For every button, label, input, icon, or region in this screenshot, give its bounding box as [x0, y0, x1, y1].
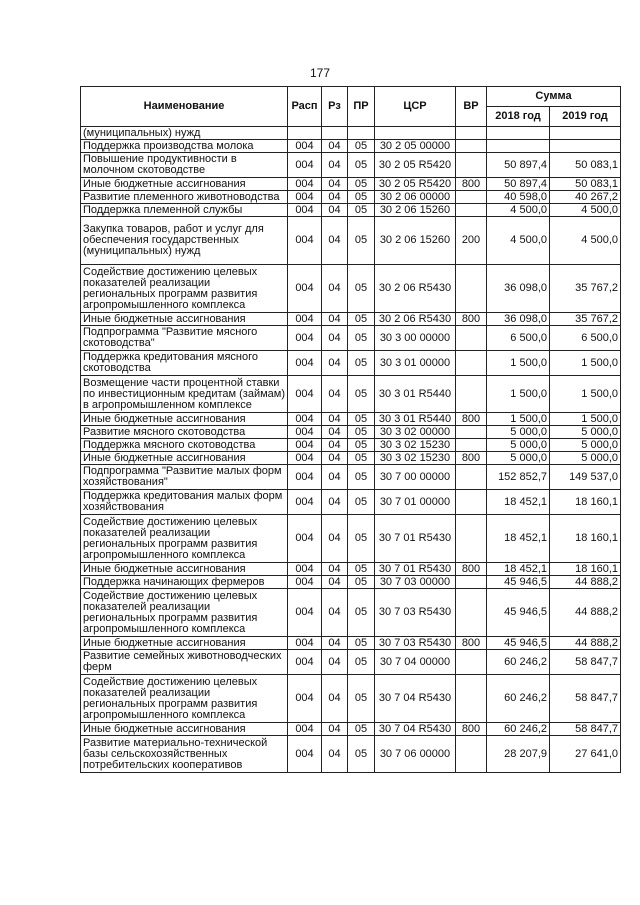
cell-rz: 04 — [322, 589, 348, 637]
table-row — [81, 675, 621, 723]
cell-name: Иные бюджетные ассигнования — [81, 637, 288, 650]
cell-sum-2019: 44 888,2 — [550, 589, 621, 637]
cell-sum-2019: 35 767,2 — [550, 265, 621, 313]
cell-sum-2018: 50 897,4 — [487, 153, 550, 178]
table-row — [81, 204, 621, 217]
cell-rz: 04 — [322, 736, 348, 773]
cell-sum-2019: 4 500,0 — [550, 217, 621, 265]
cell-name: Содействие достижению целевых показателей реализации региональных программ развития агропромышленного комплекса — [81, 515, 288, 563]
cell-rz: 04 — [322, 217, 348, 265]
cell-sum-2018: 5 000,0 — [487, 426, 550, 439]
header-csr: ЦСР — [375, 87, 456, 127]
cell-vr — [456, 204, 487, 217]
cell-rz: 04 — [322, 153, 348, 178]
cell-rasp: 004 — [288, 675, 322, 723]
cell-name: Иные бюджетные ассигнования — [81, 313, 288, 326]
cell-vr: 800 — [456, 413, 487, 426]
cell-sum-2019: 1 500,0 — [550, 413, 621, 426]
cell-vr — [456, 589, 487, 637]
cell-sum-2019: 35 767,2 — [550, 313, 621, 326]
cell-csr: 30 3 02 15230 — [375, 439, 456, 452]
cell-csr: 30 7 01 R5430 — [375, 515, 456, 563]
table-row — [81, 191, 621, 204]
cell-csr: 30 2 05 00000 — [375, 140, 456, 153]
cell-vr: 800 — [456, 563, 487, 576]
cell-vr — [456, 326, 487, 351]
cell-sum-2018: 18 452,1 — [487, 490, 550, 515]
cell-sum-2019: 44 888,2 — [550, 637, 621, 650]
cell-pr: 05 — [348, 723, 375, 736]
cell-rasp: 004 — [288, 439, 322, 452]
table-row — [81, 413, 621, 426]
cell-rz: 04 — [322, 140, 348, 153]
cell-pr: 05 — [348, 563, 375, 576]
cell-rz: 04 — [322, 376, 348, 413]
cell-rasp: 004 — [288, 204, 322, 217]
cell-pr: 05 — [348, 426, 375, 439]
table-row — [81, 153, 621, 178]
cell-rz: 04 — [322, 563, 348, 576]
cell-vr: 200 — [456, 217, 487, 265]
cell-csr: 30 7 04 00000 — [375, 650, 456, 675]
cell-rasp: 004 — [288, 736, 322, 773]
cell-pr: 05 — [348, 313, 375, 326]
cell-name: Содействие достижению целевых показателей реализации региональных программ развития агропромышленного комплекса — [81, 265, 288, 313]
cell-sum-2019: 58 847,7 — [550, 723, 621, 736]
table-row — [81, 736, 621, 773]
cell-sum-2018: 1 500,0 — [487, 413, 550, 426]
cell-vr — [456, 351, 487, 376]
table-header — [81, 87, 621, 127]
cell-sum-2019: 18 160,1 — [550, 563, 621, 576]
cell-rasp — [288, 127, 322, 140]
cell-rz: 04 — [322, 452, 348, 465]
cell-sum-2018: 45 946,5 — [487, 576, 550, 589]
cell-pr: 05 — [348, 589, 375, 637]
cell-name: Иные бюджетные ассигнования — [81, 413, 288, 426]
cell-pr: 05 — [348, 465, 375, 490]
cell-csr: 30 2 06 00000 — [375, 191, 456, 204]
cell-sum-2018: 1 500,0 — [487, 351, 550, 376]
cell-csr: 30 2 05 R5420 — [375, 178, 456, 191]
cell-rasp: 004 — [288, 490, 322, 515]
cell-rasp: 004 — [288, 191, 322, 204]
cell-name: Развитие семейных животноводческих ферм — [81, 650, 288, 675]
cell-name: Поддержка производства молока — [81, 140, 288, 153]
cell-vr — [456, 675, 487, 723]
cell-name: Иные бюджетные ассигнования — [81, 178, 288, 191]
cell-rz — [322, 127, 348, 140]
cell-sum-2018 — [487, 127, 550, 140]
cell-sum-2019: 44 888,2 — [550, 576, 621, 589]
cell-vr — [456, 265, 487, 313]
cell-rasp: 004 — [288, 576, 322, 589]
header-vr: ВР — [456, 87, 487, 127]
cell-name: Развитие мясного скотоводства — [81, 426, 288, 439]
cell-rz: 04 — [322, 515, 348, 563]
cell-rasp: 004 — [288, 217, 322, 265]
cell-rz: 04 — [322, 313, 348, 326]
table-row — [81, 576, 621, 589]
cell-sum-2018: 50 897,4 — [487, 178, 550, 191]
table-row — [81, 490, 621, 515]
cell-name: Содействие достижению целевых показателей реализации региональных программ развития агропромышленного комплекса — [81, 589, 288, 637]
table-row — [81, 217, 621, 265]
cell-pr: 05 — [348, 490, 375, 515]
cell-name: Возмещение части процентной ставки по инвестиционным кредитам (займам) в агропромышленном комплексе — [81, 376, 288, 413]
cell-sum-2019: 18 160,1 — [550, 490, 621, 515]
cell-sum-2018: 5 000,0 — [487, 452, 550, 465]
cell-csr: 30 3 02 00000 — [375, 426, 456, 439]
cell-csr: 30 3 02 15230 — [375, 452, 456, 465]
cell-sum-2018: 18 452,1 — [487, 563, 550, 576]
cell-sum-2018: 28 207,9 — [487, 736, 550, 773]
table-row — [81, 439, 621, 452]
cell-rz: 04 — [322, 675, 348, 723]
cell-name: Поддержка мясного скотоводства — [81, 439, 288, 452]
cell-csr: 30 7 03 00000 — [375, 576, 456, 589]
cell-pr: 05 — [348, 326, 375, 351]
cell-vr: 800 — [456, 178, 487, 191]
cell-rasp: 004 — [288, 563, 322, 576]
header-rz: Рз — [322, 87, 348, 127]
cell-name: Поддержка кредитования малых форм хозяйствования — [81, 490, 288, 515]
cell-sum-2019: 27 641,0 — [550, 736, 621, 773]
cell-pr: 05 — [348, 637, 375, 650]
cell-rasp: 004 — [288, 515, 322, 563]
cell-rz: 04 — [322, 576, 348, 589]
cell-rz: 04 — [322, 178, 348, 191]
table-row — [81, 265, 621, 313]
table-row — [81, 563, 621, 576]
page-number: 177 — [309, 66, 331, 80]
cell-name: Поддержка кредитования мясного скотоводства — [81, 351, 288, 376]
cell-sum-2019: 50 083,1 — [550, 178, 621, 191]
cell-csr: 30 2 06 R5430 — [375, 265, 456, 313]
table-row — [81, 376, 621, 413]
cell-rasp: 004 — [288, 637, 322, 650]
cell-pr: 05 — [348, 675, 375, 723]
cell-vr — [456, 376, 487, 413]
header-year-2019: 2019 год — [550, 107, 621, 127]
cell-sum-2019: 1 500,0 — [550, 351, 621, 376]
cell-sum-2019: 4 500,0 — [550, 204, 621, 217]
cell-rz: 04 — [322, 465, 348, 490]
cell-csr: 30 2 06 15260 — [375, 217, 456, 265]
cell-pr: 05 — [348, 140, 375, 153]
cell-pr: 05 — [348, 204, 375, 217]
cell-sum-2018: 6 500,0 — [487, 326, 550, 351]
cell-vr — [456, 736, 487, 773]
cell-rz: 04 — [322, 204, 348, 217]
header-rasp: Расп — [288, 87, 322, 127]
cell-pr: 05 — [348, 576, 375, 589]
cell-csr: 30 7 04 R5430 — [375, 723, 456, 736]
cell-vr: 800 — [456, 452, 487, 465]
cell-name: Поддержка начинающих фермеров — [81, 576, 288, 589]
cell-name: Повышение продуктивности в молочном скотоводстве — [81, 153, 288, 178]
cell-vr — [456, 515, 487, 563]
cell-sum-2018: 152 852,7 — [487, 465, 550, 490]
cell-vr: 800 — [456, 313, 487, 326]
cell-csr: 30 3 01 00000 — [375, 351, 456, 376]
cell-rz: 04 — [322, 265, 348, 313]
cell-sum-2018: 5 000,0 — [487, 439, 550, 452]
cell-rz: 04 — [322, 326, 348, 351]
cell-rz: 04 — [322, 351, 348, 376]
cell-rasp: 004 — [288, 650, 322, 675]
cell-pr: 05 — [348, 351, 375, 376]
table-body — [81, 127, 621, 773]
cell-vr — [456, 490, 487, 515]
header-sum: Сумма — [487, 87, 621, 107]
budget-table — [80, 86, 621, 773]
cell-sum-2018: 1 500,0 — [487, 376, 550, 413]
cell-name: Содействие достижению целевых показателей реализации региональных программ развития агропромышленного комплекса — [81, 675, 288, 723]
cell-rasp: 004 — [288, 351, 322, 376]
table-row — [81, 326, 621, 351]
cell-pr — [348, 127, 375, 140]
cell-name: Иные бюджетные ассигнования — [81, 452, 288, 465]
cell-vr — [456, 153, 487, 178]
cell-rasp: 004 — [288, 153, 322, 178]
cell-sum-2019 — [550, 140, 621, 153]
cell-sum-2018 — [487, 140, 550, 153]
cell-sum-2019: 50 083,1 — [550, 153, 621, 178]
cell-rasp: 004 — [288, 265, 322, 313]
cell-sum-2019: 58 847,7 — [550, 675, 621, 723]
cell-csr: 30 2 06 15260 — [375, 204, 456, 217]
cell-name: Иные бюджетные ассигнования — [81, 563, 288, 576]
cell-pr: 05 — [348, 413, 375, 426]
cell-rasp: 004 — [288, 589, 322, 637]
cell-sum-2018: 40 598,0 — [487, 191, 550, 204]
cell-csr: 30 7 01 00000 — [375, 490, 456, 515]
cell-csr: 30 7 06 00000 — [375, 736, 456, 773]
cell-pr: 05 — [348, 439, 375, 452]
cell-pr: 05 — [348, 736, 375, 773]
cell-sum-2018: 60 246,2 — [487, 650, 550, 675]
cell-sum-2019 — [550, 127, 621, 140]
table-row — [81, 313, 621, 326]
cell-sum-2018: 4 500,0 — [487, 204, 550, 217]
table-row — [81, 723, 621, 736]
cell-rz: 04 — [322, 650, 348, 675]
cell-csr: 30 3 00 00000 — [375, 326, 456, 351]
cell-csr: 30 7 04 R5430 — [375, 675, 456, 723]
cell-sum-2018: 60 246,2 — [487, 675, 550, 723]
cell-sum-2018: 45 946,5 — [487, 589, 550, 637]
cell-name: Подпрограмма "Развитие малых форм хозяйствования" — [81, 465, 288, 490]
cell-vr — [456, 465, 487, 490]
cell-sum-2018: 4 500,0 — [487, 217, 550, 265]
cell-vr — [456, 650, 487, 675]
table-row — [81, 452, 621, 465]
cell-csr: 30 2 05 R5420 — [375, 153, 456, 178]
cell-sum-2019: 58 847,7 — [550, 650, 621, 675]
cell-rasp: 004 — [288, 413, 322, 426]
cell-csr: 30 7 01 R5430 — [375, 563, 456, 576]
cell-pr: 05 — [348, 153, 375, 178]
cell-rz: 04 — [322, 490, 348, 515]
cell-rasp: 004 — [288, 426, 322, 439]
cell-csr: 30 2 06 R5430 — [375, 313, 456, 326]
table-row — [81, 178, 621, 191]
cell-rasp: 004 — [288, 723, 322, 736]
cell-name: (муниципальных) нужд — [81, 127, 288, 140]
cell-pr: 05 — [348, 515, 375, 563]
table-row — [81, 650, 621, 675]
cell-pr: 05 — [348, 191, 375, 204]
header-year-2018: 2018 год — [487, 107, 550, 127]
cell-pr: 05 — [348, 376, 375, 413]
cell-rasp: 004 — [288, 140, 322, 153]
cell-rasp: 004 — [288, 452, 322, 465]
cell-sum-2018: 18 452,1 — [487, 515, 550, 563]
cell-vr: 800 — [456, 637, 487, 650]
cell-vr — [456, 191, 487, 204]
cell-vr — [456, 140, 487, 153]
cell-rasp: 004 — [288, 326, 322, 351]
cell-rz: 04 — [322, 191, 348, 204]
table-row — [81, 637, 621, 650]
header-name: Наименование — [81, 87, 288, 127]
header-pr: ПР — [348, 87, 375, 127]
cell-name: Иные бюджетные ассигнования — [81, 723, 288, 736]
cell-vr — [456, 439, 487, 452]
cell-vr — [456, 127, 487, 140]
table-row — [81, 140, 621, 153]
cell-pr: 05 — [348, 452, 375, 465]
cell-name: Поддержка племенной службы — [81, 204, 288, 217]
cell-rasp: 004 — [288, 376, 322, 413]
cell-rasp: 004 — [288, 465, 322, 490]
cell-name: Подпрограмма "Развитие мясного скотоводства" — [81, 326, 288, 351]
cell-sum-2019: 6 500,0 — [550, 326, 621, 351]
cell-name: Развитие материально-технической базы сельскохозяйственных потребительских кооперативов — [81, 736, 288, 773]
cell-sum-2019: 18 160,1 — [550, 515, 621, 563]
cell-sum-2018: 36 098,0 — [487, 313, 550, 326]
cell-pr: 05 — [348, 178, 375, 191]
cell-rz: 04 — [322, 637, 348, 650]
cell-sum-2019: 5 000,0 — [550, 452, 621, 465]
cell-csr: 30 3 01 R5440 — [375, 376, 456, 413]
cell-rz: 04 — [322, 426, 348, 439]
cell-name: Развитие племенного животноводства — [81, 191, 288, 204]
cell-vr — [456, 576, 487, 589]
cell-pr: 05 — [348, 650, 375, 675]
cell-sum-2019: 40 267,2 — [550, 191, 621, 204]
cell-csr: 30 7 00 00000 — [375, 465, 456, 490]
cell-csr: 30 7 03 R5430 — [375, 637, 456, 650]
table-row — [81, 515, 621, 563]
cell-name: Закупка товаров, работ и услуг для обеспечения государственных (муниципальных) нужд — [81, 217, 288, 265]
cell-csr — [375, 127, 456, 140]
cell-rz: 04 — [322, 439, 348, 452]
table-row — [81, 351, 621, 376]
cell-sum-2019: 5 000,0 — [550, 439, 621, 452]
table-row — [81, 426, 621, 439]
cell-pr: 05 — [348, 217, 375, 265]
cell-sum-2018: 45 946,5 — [487, 637, 550, 650]
cell-pr: 05 — [348, 265, 375, 313]
table-row — [81, 127, 621, 140]
cell-rasp: 004 — [288, 313, 322, 326]
cell-sum-2019: 149 537,0 — [550, 465, 621, 490]
table-row — [81, 589, 621, 637]
cell-rz: 04 — [322, 723, 348, 736]
cell-csr: 30 3 01 R5440 — [375, 413, 456, 426]
cell-vr: 800 — [456, 723, 487, 736]
cell-sum-2019: 5 000,0 — [550, 426, 621, 439]
cell-rz: 04 — [322, 413, 348, 426]
table-row — [81, 465, 621, 490]
cell-rasp: 004 — [288, 178, 322, 191]
cell-csr: 30 7 03 R5430 — [375, 589, 456, 637]
cell-vr — [456, 426, 487, 439]
cell-sum-2018: 60 246,2 — [487, 723, 550, 736]
cell-sum-2019: 1 500,0 — [550, 376, 621, 413]
cell-sum-2018: 36 098,0 — [487, 265, 550, 313]
